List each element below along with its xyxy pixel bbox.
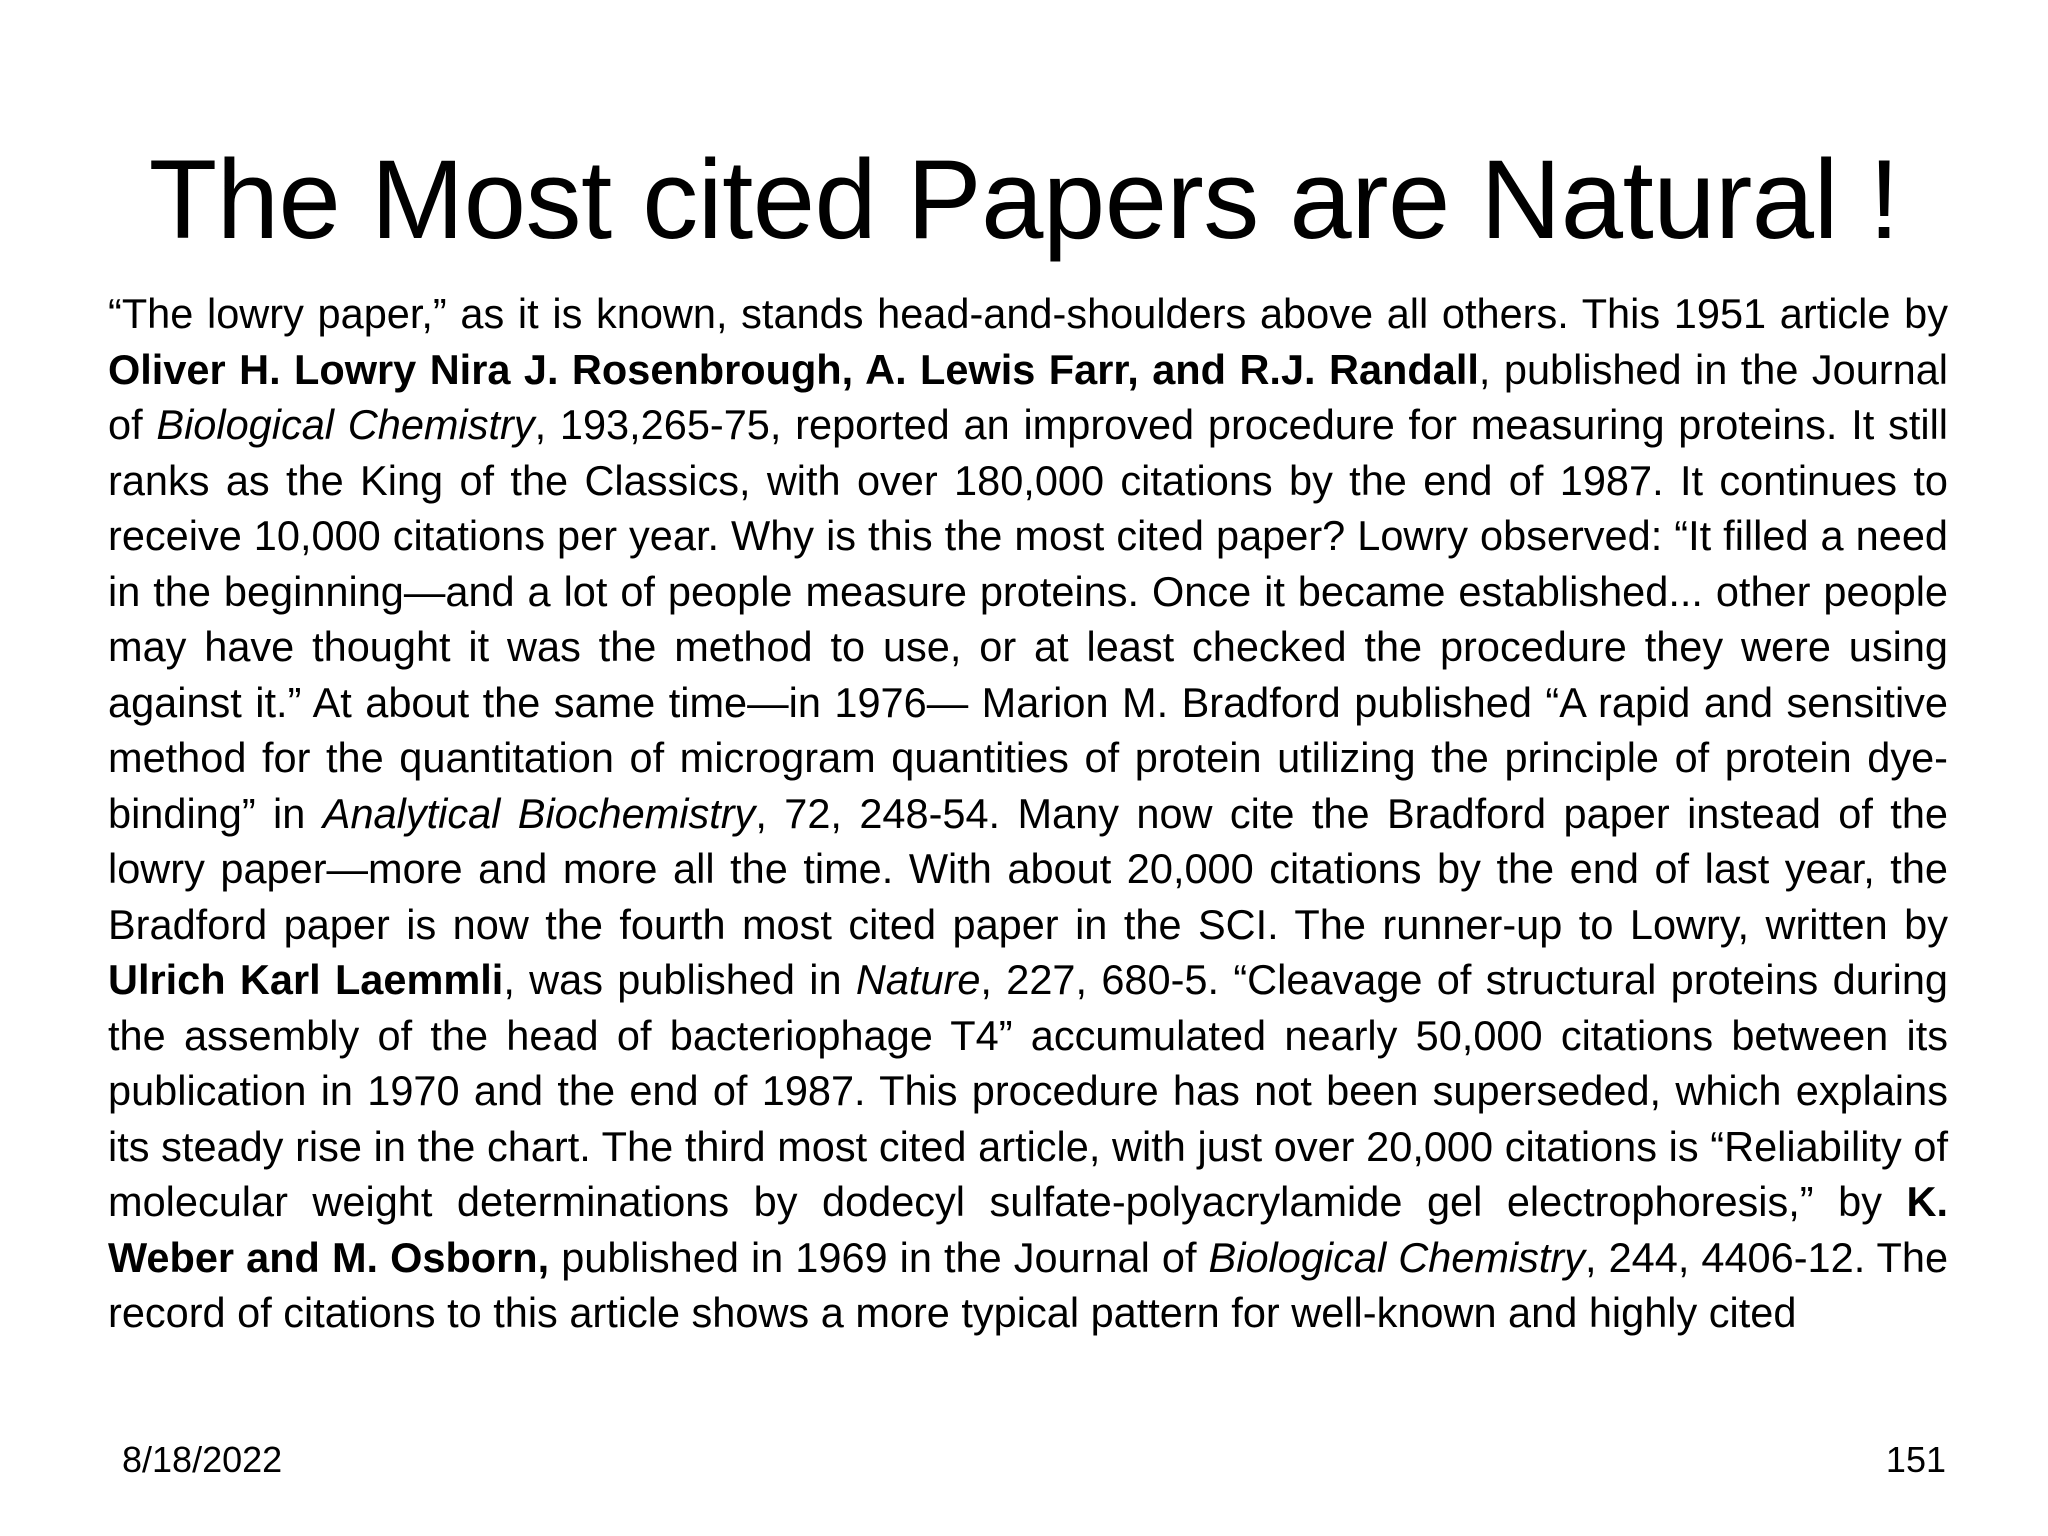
- journal-name: Analytical Biochemistry: [322, 789, 756, 837]
- footer-date: 8/18/2022: [122, 1439, 283, 1480]
- author-names-weber-osborn: K. Weber and M. Osborn,: [108, 1178, 1948, 1281]
- journal-name: Biological Chemistry: [156, 401, 535, 448]
- slide-title: The Most cited Papers are Natural !: [148, 137, 1900, 262]
- journal-name: Nature: [855, 956, 981, 1003]
- body-text-segment: , 227, 680-5. “Cleavage of structural proteins during the assembly of the head of bacteriophage T4” accumulated nearly 50,000 citations between its publication in 1970 and the end of 1987. This procedure has not been superseded, which explains its steady rise in the chart. The third most cited article, with just over 20,000 citations is “Reliability of molecular weight determinations by dodecyl sulfate-polyacrylamide gel electrophoresis,” by: [108, 956, 1948, 1225]
- journal-name: Biological Chemistry: [1208, 1233, 1585, 1281]
- body-text-segment: published in 1969 in the Journal of: [549, 1233, 1209, 1281]
- body-text-segment: , published in the Journal of: [108, 345, 1948, 448]
- slide-page-number: 151: [1885, 1439, 1946, 1480]
- body-text-segment: , 193,265-75, reported an improved procedure for measuring proteins. It still ranks as the King of the Classics, with over 180,000 citations by the end of 1987. It continues to receive 10,000 citations per year. Why is this the most cited paper? Lowry observed: “It filled a need in the beginning—and a lot of people measure proteins. Once it became established... other people may have thought it was the method to use, or at least checked the procedure they were using against it.” At about the same time—in 1976— Marion M. Bradford published “A rapid and sensitive method for the quantitation of microgram quantities of protein utilizing the principle of protein dye-binding” in: [108, 401, 1949, 837]
- body-text-segment: , was published in: [503, 956, 856, 1003]
- author-names-lowry: Oliver H. Lowry Nira J. Rosenbrough, A. Lewis Farr, and R.J. Randall: [108, 345, 1479, 393]
- body-text-segment: “The lowry paper,” as it is known, stands head-and-shoulders above all others. This 1951 article by: [108, 290, 1948, 337]
- slide-body-text: [108, 286, 1948, 1341]
- author-name-laemmli: Ulrich Karl Laemmli: [108, 956, 504, 1003]
- body-text-segment: , 244, 4406-12. The record of citations to this article shows a more typical pattern for well-known and highly cited: [108, 1233, 1949, 1336]
- body-text-segment: , 72, 248-54. Many now cite the Bradford paper instead of the lowry paper—more and more all the time. With about 20,000 citations by the end of last year, the Bradford paper is now the fourth most cited paper in the SCI. The runner-up to Lowry, written by: [108, 789, 1948, 948]
